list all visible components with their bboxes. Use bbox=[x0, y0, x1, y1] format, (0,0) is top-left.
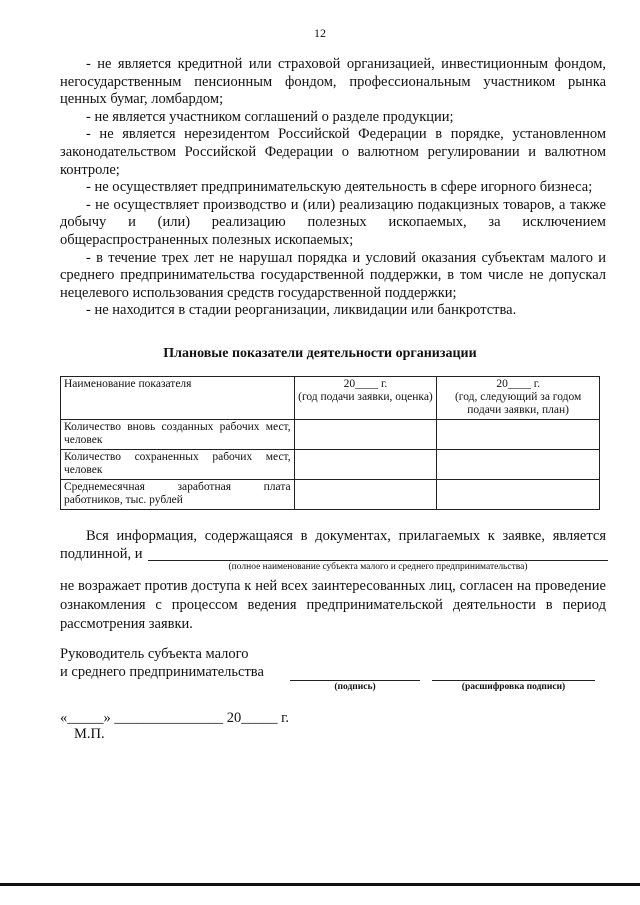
header-year-blank: 20____ г. bbox=[496, 378, 540, 390]
indicator-name: Количество сохраненных рабочих мест, человек bbox=[61, 450, 295, 480]
requirement-item: - не осуществляет производство и (или) реализацию подакцизных товаров, а также добычу и (или) реализацию полезных ископаемых, за исключением общераспространенных полезных ископаемых; bbox=[60, 196, 606, 248]
requirement-item: - не является нерезидентом Российской Федерации в порядке, установленном законодательством Российской Федерации о валютном регулировании и валютном контроле; bbox=[60, 126, 606, 178]
date-line: «_____» _______________ 20_____ г. bbox=[60, 710, 290, 726]
stamp-place: М.П. bbox=[74, 726, 105, 742]
signature-caption: (подпись) bbox=[334, 682, 376, 692]
header-next-year bbox=[437, 377, 600, 420]
page-bottom-border bbox=[0, 883, 640, 886]
requirements-list bbox=[60, 56, 606, 320]
name-decoding-caption: (расшифровка подписи) bbox=[461, 682, 566, 692]
requirement-item: - не находится в стадии реорганизации, ликвидации или банкротства. bbox=[86, 302, 517, 319]
indicator-value-plan bbox=[437, 480, 600, 510]
header-year-blank: 20____ г. bbox=[343, 378, 388, 390]
requirement-item: - не является кредитной или страховой организацией, инвестиционным фондом, негосударственным пенсионным фондом, профессиональным участником рынка ценных бумаг, ломбардом; bbox=[60, 56, 606, 108]
table-row bbox=[61, 420, 600, 450]
organization-name-caption: (полное наименование субъекта малого и среднего предпринимательства) bbox=[228, 562, 528, 572]
statement-text bbox=[60, 527, 606, 563]
indicator-name: Количество вновь созданных рабочих мест, человек bbox=[61, 420, 295, 450]
page-number: 12 bbox=[314, 26, 326, 40]
requirement-item: - не является участником соглашений о разделе продукции; bbox=[86, 108, 454, 125]
indicator-value-plan bbox=[437, 450, 600, 480]
organization-name-line bbox=[148, 560, 608, 561]
signature-line bbox=[290, 680, 420, 681]
requirement-item: - не осуществляет предпринимательскую деятельность в сфере игорного бизнеса; bbox=[86, 179, 593, 196]
table-row bbox=[61, 450, 600, 480]
table-row bbox=[61, 480, 600, 510]
indicator-value-current bbox=[294, 480, 437, 510]
table-header-row bbox=[61, 377, 600, 420]
signer-title-line: и среднего предпринимательства bbox=[60, 664, 264, 680]
signer-title-line: Руководитель субъекта малого bbox=[60, 646, 249, 662]
table-title: Плановые показатели деятельности организации bbox=[163, 346, 477, 361]
indicators-table bbox=[60, 376, 600, 510]
statement-line: Вся информация, содержащаяся в документах, прилагаемых к заявке, является подлинной, и bbox=[60, 528, 606, 562]
indicator-value-plan bbox=[437, 420, 600, 450]
header-application-year bbox=[294, 377, 437, 420]
header-indicator-name: Наименование показателя bbox=[61, 377, 295, 420]
indicator-value-current bbox=[294, 420, 437, 450]
header-year-note: (год, следующий за годом подачи заявки, план) bbox=[454, 391, 582, 416]
header-year-note: (год подачи заявки, оценка) bbox=[298, 391, 433, 403]
requirement-item: - в течение трех лет не нарушал порядка и условий оказания субъектам малого и среднего предпринимательства государственной поддержки, в том числе не допускал нецелевого использования средств государственной поддержки; bbox=[60, 249, 606, 301]
consent-text: не возражает против доступа к ней всех заинтересованных лиц, согласен на проведение ознакомления с процессом ведения предпринимательской деятельности в период рассмотрения заявки. bbox=[60, 578, 606, 632]
indicator-value-current bbox=[294, 450, 437, 480]
indicator-name: Среднемесячная заработная плата работников, тыс. рублей bbox=[61, 480, 295, 510]
signer-title bbox=[60, 645, 264, 681]
name-decoding-line bbox=[432, 680, 595, 681]
